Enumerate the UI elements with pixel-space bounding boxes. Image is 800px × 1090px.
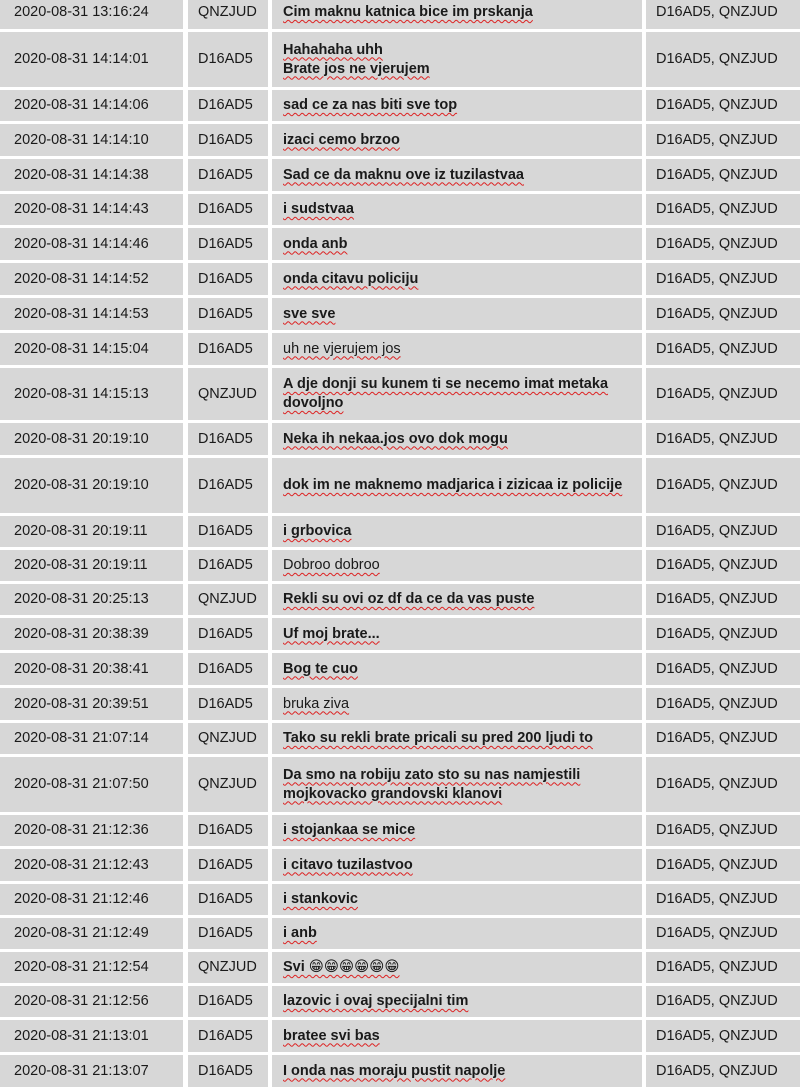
sender-cell (188, 194, 268, 225)
message-cell-text: Tako su rekli brate pricali su pred 200 ljudi to (283, 730, 593, 746)
message-cell (272, 815, 642, 846)
participants-cell (646, 757, 800, 812)
message-cell-text: Rekli su ovi oz df da ce da vas puste (283, 591, 535, 607)
sender-cell-text: D16AD5 (198, 131, 253, 148)
timestamp-cell-text: 2020-08-31 21:13:01 (14, 1027, 149, 1044)
timestamp-cell-text: 2020-08-31 14:14:46 (14, 235, 149, 252)
sender-cell (188, 918, 268, 949)
sender-cell (188, 263, 268, 295)
participants-cell-text: D16AD5, QNZJUD (656, 959, 778, 975)
message-cell (272, 723, 642, 754)
participants-cell (646, 0, 800, 29)
table-row (0, 688, 800, 723)
timestamp-cell (0, 90, 183, 121)
message-cell-text: sve sve (283, 305, 336, 322)
participants-cell-text: D16AD5, QNZJUD (656, 477, 778, 493)
participants-cell (646, 884, 800, 915)
message-cell-text: i grbovica (283, 523, 352, 539)
sender-cell-text: QNZJUD (198, 591, 257, 607)
table-row (0, 194, 800, 228)
sender-cell (188, 815, 268, 846)
participants-cell-text: D16AD5, QNZJUD (656, 305, 778, 322)
message-cell (272, 228, 642, 260)
timestamp-cell-text: 2020-08-31 14:14:52 (14, 270, 149, 287)
sender-cell-text: D16AD5 (198, 305, 253, 322)
participants-cell-text: D16AD5, QNZJUD (656, 776, 778, 792)
table-row (0, 159, 800, 194)
sender-cell (188, 584, 268, 615)
message-cell (272, 918, 642, 949)
table-row (0, 228, 800, 263)
sender-cell-text: D16AD5 (198, 557, 253, 573)
timestamp-cell (0, 263, 183, 295)
timestamp-cell (0, 333, 183, 365)
sender-cell-text: D16AD5 (198, 822, 253, 838)
timestamp-cell (0, 32, 183, 87)
message-cell (272, 458, 642, 513)
sender-cell-text: D16AD5 (198, 1062, 253, 1079)
participants-cell-text: D16AD5, QNZJUD (656, 340, 778, 357)
timestamp-cell (0, 584, 183, 615)
message-cell-text: Hahahaha uhh Brate jos ne vjerujem (283, 41, 430, 77)
participants-cell-text: D16AD5, QNZJUD (656, 97, 778, 113)
message-cell (272, 884, 642, 915)
sender-cell-text: QNZJUD (198, 4, 257, 20)
message-cell-text: Svi 😁😁😁😁😁😁 (283, 959, 400, 975)
timestamp-cell-text: 2020-08-31 21:13:07 (14, 1062, 149, 1079)
table-row (0, 550, 800, 584)
sender-cell (188, 1055, 268, 1087)
message-cell-text: dok im ne maknemo madjarica i zizicaa iz policije (283, 477, 623, 493)
message-cell (272, 550, 642, 581)
participants-cell-text: D16AD5, QNZJUD (656, 625, 778, 642)
sender-cell-text: D16AD5 (198, 270, 253, 287)
timestamp-cell-text: 2020-08-31 21:12:54 (14, 959, 149, 975)
message-cell (272, 653, 642, 685)
sender-cell (188, 550, 268, 581)
table-row (0, 618, 800, 653)
timestamp-cell (0, 849, 183, 881)
table-row (0, 986, 800, 1020)
table-row (0, 124, 800, 159)
sender-cell (188, 0, 268, 29)
timestamp-cell (0, 550, 183, 581)
participants-cell-text: D16AD5, QNZJUD (656, 660, 778, 677)
sender-cell-text: D16AD5 (198, 625, 253, 642)
participants-cell (646, 550, 800, 581)
timestamp-cell (0, 516, 183, 547)
sender-cell (188, 688, 268, 720)
message-cell-text: Dobroo dobroo (283, 557, 380, 573)
timestamp-cell (0, 423, 183, 455)
sender-cell (188, 298, 268, 330)
participants-cell (646, 723, 800, 754)
participants-cell (646, 815, 800, 846)
participants-cell-text: D16AD5, QNZJUD (656, 1027, 778, 1044)
participants-cell-text: D16AD5, QNZJUD (656, 1062, 778, 1079)
sender-cell-text: D16AD5 (198, 477, 253, 493)
timestamp-cell-text: 2020-08-31 14:15:13 (14, 385, 149, 402)
participants-cell (646, 688, 800, 720)
message-cell-text: Da smo na robiju zato sto su nas namjestili mojkovacko grandovski klanovi (283, 766, 581, 802)
timestamp-cell-text: 2020-08-31 21:12:46 (14, 891, 149, 907)
message-cell (272, 368, 642, 420)
message-cell-text: lazovic i ovaj specijalni tim (283, 993, 469, 1009)
sender-cell (188, 90, 268, 121)
participants-cell-text: D16AD5, QNZJUD (656, 856, 778, 873)
timestamp-cell-text: 2020-08-31 21:12:36 (14, 822, 149, 838)
participants-cell (646, 986, 800, 1017)
timestamp-cell-text: 2020-08-31 20:38:41 (14, 660, 149, 677)
sender-cell-text: D16AD5 (198, 856, 253, 873)
sender-cell (188, 618, 268, 650)
timestamp-cell-text: 2020-08-31 20:19:11 (14, 523, 148, 539)
sender-cell (188, 884, 268, 915)
table-row (0, 884, 800, 918)
table-row (0, 516, 800, 550)
table-row (0, 423, 800, 458)
timestamp-cell (0, 884, 183, 915)
participants-cell-text: D16AD5, QNZJUD (656, 235, 778, 252)
timestamp-cell-text: 2020-08-31 21:12:56 (14, 993, 149, 1009)
table-row (0, 757, 800, 815)
participants-cell-text: D16AD5, QNZJUD (656, 925, 778, 941)
timestamp-cell-text: 2020-08-31 21:12:49 (14, 925, 149, 941)
sender-cell (188, 458, 268, 513)
timestamp-cell (0, 952, 183, 983)
sender-cell (188, 32, 268, 87)
participants-cell (646, 32, 800, 87)
timestamp-cell (0, 815, 183, 846)
message-cell (272, 90, 642, 121)
message-cell-text: i citavo tuzilastvoo (283, 856, 413, 873)
table-row (0, 333, 800, 368)
sender-cell (188, 653, 268, 685)
timestamp-cell (0, 124, 183, 156)
sender-cell (188, 952, 268, 983)
timestamp-cell (0, 368, 183, 420)
participants-cell-text: D16AD5, QNZJUD (656, 270, 778, 287)
sender-cell-text: D16AD5 (198, 340, 253, 357)
table-row (0, 584, 800, 618)
message-cell-text: onda anb (283, 235, 348, 252)
sender-cell (188, 849, 268, 881)
timestamp-cell (0, 194, 183, 225)
message-cell (272, 333, 642, 365)
timestamp-cell-text: 2020-08-31 20:19:10 (14, 430, 149, 447)
message-cell-text: Sad ce da maknu ove iz tuzilastvaa (283, 166, 524, 183)
sender-cell-text: D16AD5 (198, 523, 253, 539)
message-cell-text: i anb (283, 925, 317, 941)
table-row (0, 815, 800, 849)
timestamp-cell-text: 2020-08-31 20:38:39 (14, 625, 149, 642)
timestamp-cell (0, 757, 183, 812)
participants-cell (646, 618, 800, 650)
sender-cell-text: QNZJUD (198, 776, 257, 792)
participants-cell-text: D16AD5, QNZJUD (656, 695, 778, 712)
table-row (0, 849, 800, 884)
participants-cell-text: D16AD5, QNZJUD (656, 131, 778, 148)
message-cell (272, 584, 642, 615)
message-cell (272, 849, 642, 881)
participants-cell (646, 516, 800, 547)
sender-cell (188, 986, 268, 1017)
timestamp-cell-text: 2020-08-31 21:07:50 (14, 776, 149, 792)
participants-cell-text: D16AD5, QNZJUD (656, 51, 778, 67)
table-row (0, 298, 800, 333)
message-cell-text: sad ce za nas biti sve top (283, 97, 458, 113)
timestamp-cell (0, 458, 183, 513)
participants-cell (646, 333, 800, 365)
message-cell (272, 952, 642, 983)
sender-cell (188, 228, 268, 260)
message-cell-text: onda citavu policiju (283, 270, 419, 287)
timestamp-cell-text: 2020-08-31 14:14:01 (14, 51, 149, 67)
participants-cell (646, 423, 800, 455)
message-cell (272, 618, 642, 650)
message-cell-text: i stankovic (283, 891, 358, 907)
message-cell (272, 757, 642, 812)
sender-cell-text: QNZJUD (198, 730, 257, 746)
message-cell (272, 298, 642, 330)
table-row (0, 368, 800, 423)
table-row (0, 1020, 800, 1055)
participants-cell (646, 1055, 800, 1087)
timestamp-cell-text: 2020-08-31 14:14:06 (14, 97, 149, 113)
message-cell (272, 263, 642, 295)
message-cell-text: Bog te cuo (283, 660, 358, 677)
sender-cell-text: D16AD5 (198, 201, 253, 217)
participants-cell (646, 1020, 800, 1052)
participants-cell (646, 263, 800, 295)
sender-cell-text: D16AD5 (198, 51, 253, 67)
participants-cell (646, 90, 800, 121)
timestamp-cell-text: 2020-08-31 20:25:13 (14, 591, 149, 607)
message-cell (272, 986, 642, 1017)
message-cell (272, 1020, 642, 1052)
table-row (0, 918, 800, 952)
message-cell (272, 423, 642, 455)
timestamp-cell (0, 688, 183, 720)
table-row (0, 653, 800, 688)
table-row (0, 723, 800, 757)
timestamp-cell-text: 2020-08-31 14:14:38 (14, 166, 149, 183)
message-cell (272, 1055, 642, 1087)
timestamp-cell (0, 618, 183, 650)
sender-cell (188, 333, 268, 365)
sender-cell-text: D16AD5 (198, 166, 253, 183)
participants-cell-text: D16AD5, QNZJUD (656, 523, 778, 539)
table-row (0, 458, 800, 516)
participants-cell (646, 918, 800, 949)
participants-cell (646, 124, 800, 156)
sender-cell (188, 124, 268, 156)
sender-cell-text: QNZJUD (198, 385, 257, 402)
participants-cell (646, 653, 800, 685)
participants-cell-text: D16AD5, QNZJUD (656, 201, 778, 217)
participants-cell-text: D16AD5, QNZJUD (656, 430, 778, 447)
message-cell (272, 32, 642, 87)
sender-cell-text: D16AD5 (198, 891, 253, 907)
sender-cell (188, 723, 268, 754)
timestamp-cell (0, 159, 183, 191)
timestamp-cell-text: 2020-08-31 21:07:14 (14, 730, 149, 746)
timestamp-cell (0, 723, 183, 754)
message-cell-text: Uf moj brate... (283, 625, 380, 642)
sender-cell (188, 757, 268, 812)
sender-cell-text: D16AD5 (198, 430, 253, 447)
timestamp-cell-text: 2020-08-31 20:19:10 (14, 477, 149, 493)
table-row (0, 952, 800, 986)
participants-cell-text: D16AD5, QNZJUD (656, 385, 778, 402)
timestamp-cell-text: 2020-08-31 14:14:53 (14, 305, 149, 322)
timestamp-cell-text: 2020-08-31 14:14:10 (14, 131, 149, 148)
participants-cell (646, 584, 800, 615)
participants-cell (646, 228, 800, 260)
message-cell-text: bruka ziva (283, 695, 350, 712)
timestamp-cell (0, 1020, 183, 1052)
participants-cell-text: D16AD5, QNZJUD (656, 4, 778, 20)
message-cell (272, 124, 642, 156)
message-cell-text: izaci cemo brzoo (283, 131, 400, 148)
table-row (0, 0, 800, 32)
message-cell (272, 688, 642, 720)
table-row (0, 90, 800, 124)
participants-cell-text: D16AD5, QNZJUD (656, 891, 778, 907)
timestamp-cell (0, 0, 183, 29)
timestamp-cell (0, 986, 183, 1017)
sender-cell (188, 1020, 268, 1052)
sender-cell (188, 159, 268, 191)
message-cell (272, 159, 642, 191)
participants-cell (646, 194, 800, 225)
table-row (0, 263, 800, 298)
message-cell (272, 0, 642, 29)
timestamp-cell-text: 2020-08-31 14:14:43 (14, 201, 149, 217)
participants-cell-text: D16AD5, QNZJUD (656, 166, 778, 183)
sender-cell-text: D16AD5 (198, 660, 253, 677)
participants-cell (646, 159, 800, 191)
message-cell-text: I onda nas moraju pustit napolje (283, 1062, 506, 1079)
participants-cell-text: D16AD5, QNZJUD (656, 730, 778, 746)
timestamp-cell-text: 2020-08-31 21:12:43 (14, 856, 149, 873)
participants-cell-text: D16AD5, QNZJUD (656, 557, 778, 573)
timestamp-cell-text: 2020-08-31 13:16:24 (14, 4, 149, 20)
timestamp-cell-text: 2020-08-31 14:15:04 (14, 340, 149, 357)
sender-cell-text: D16AD5 (198, 235, 253, 252)
sender-cell-text: D16AD5 (198, 97, 253, 113)
timestamp-cell (0, 228, 183, 260)
sender-cell (188, 423, 268, 455)
sender-cell-text: QNZJUD (198, 959, 257, 975)
message-cell-text: Neka ih nekaa.jos ovo dok mogu (283, 430, 508, 447)
message-cell-text: i stojankaa se mice (283, 822, 416, 838)
participants-cell-text: D16AD5, QNZJUD (656, 993, 778, 1009)
participants-cell-text: D16AD5, QNZJUD (656, 822, 778, 838)
timestamp-cell-text: 2020-08-31 20:39:51 (14, 695, 149, 712)
sender-cell-text: D16AD5 (198, 925, 253, 941)
sender-cell (188, 368, 268, 420)
message-cell (272, 516, 642, 547)
timestamp-cell-text: 2020-08-31 20:19:11 (14, 557, 148, 573)
message-cell-text: Cim maknu katnica bice im prskanja (283, 4, 533, 20)
message-cell-text: i sudstvaa (283, 201, 354, 217)
participants-cell (646, 298, 800, 330)
participants-cell (646, 952, 800, 983)
participants-cell-text: D16AD5, QNZJUD (656, 591, 778, 607)
participants-cell (646, 849, 800, 881)
message-cell-text: A dje donji su kunem ti se necemo imat metaka dovoljno (283, 376, 609, 411)
table-row (0, 32, 800, 90)
timestamp-cell (0, 653, 183, 685)
timestamp-cell (0, 918, 183, 949)
sender-cell-text: D16AD5 (198, 993, 253, 1009)
sender-cell (188, 516, 268, 547)
timestamp-cell (0, 1055, 183, 1087)
message-cell (272, 194, 642, 225)
sender-cell-text: D16AD5 (198, 1027, 253, 1044)
participants-cell (646, 368, 800, 420)
sender-cell-text: D16AD5 (198, 695, 253, 712)
timestamp-cell (0, 298, 183, 330)
participants-cell (646, 458, 800, 513)
message-cell-text: bratee svi bas (283, 1027, 380, 1044)
message-cell-text: uh ne vjerujem jos (283, 340, 401, 357)
